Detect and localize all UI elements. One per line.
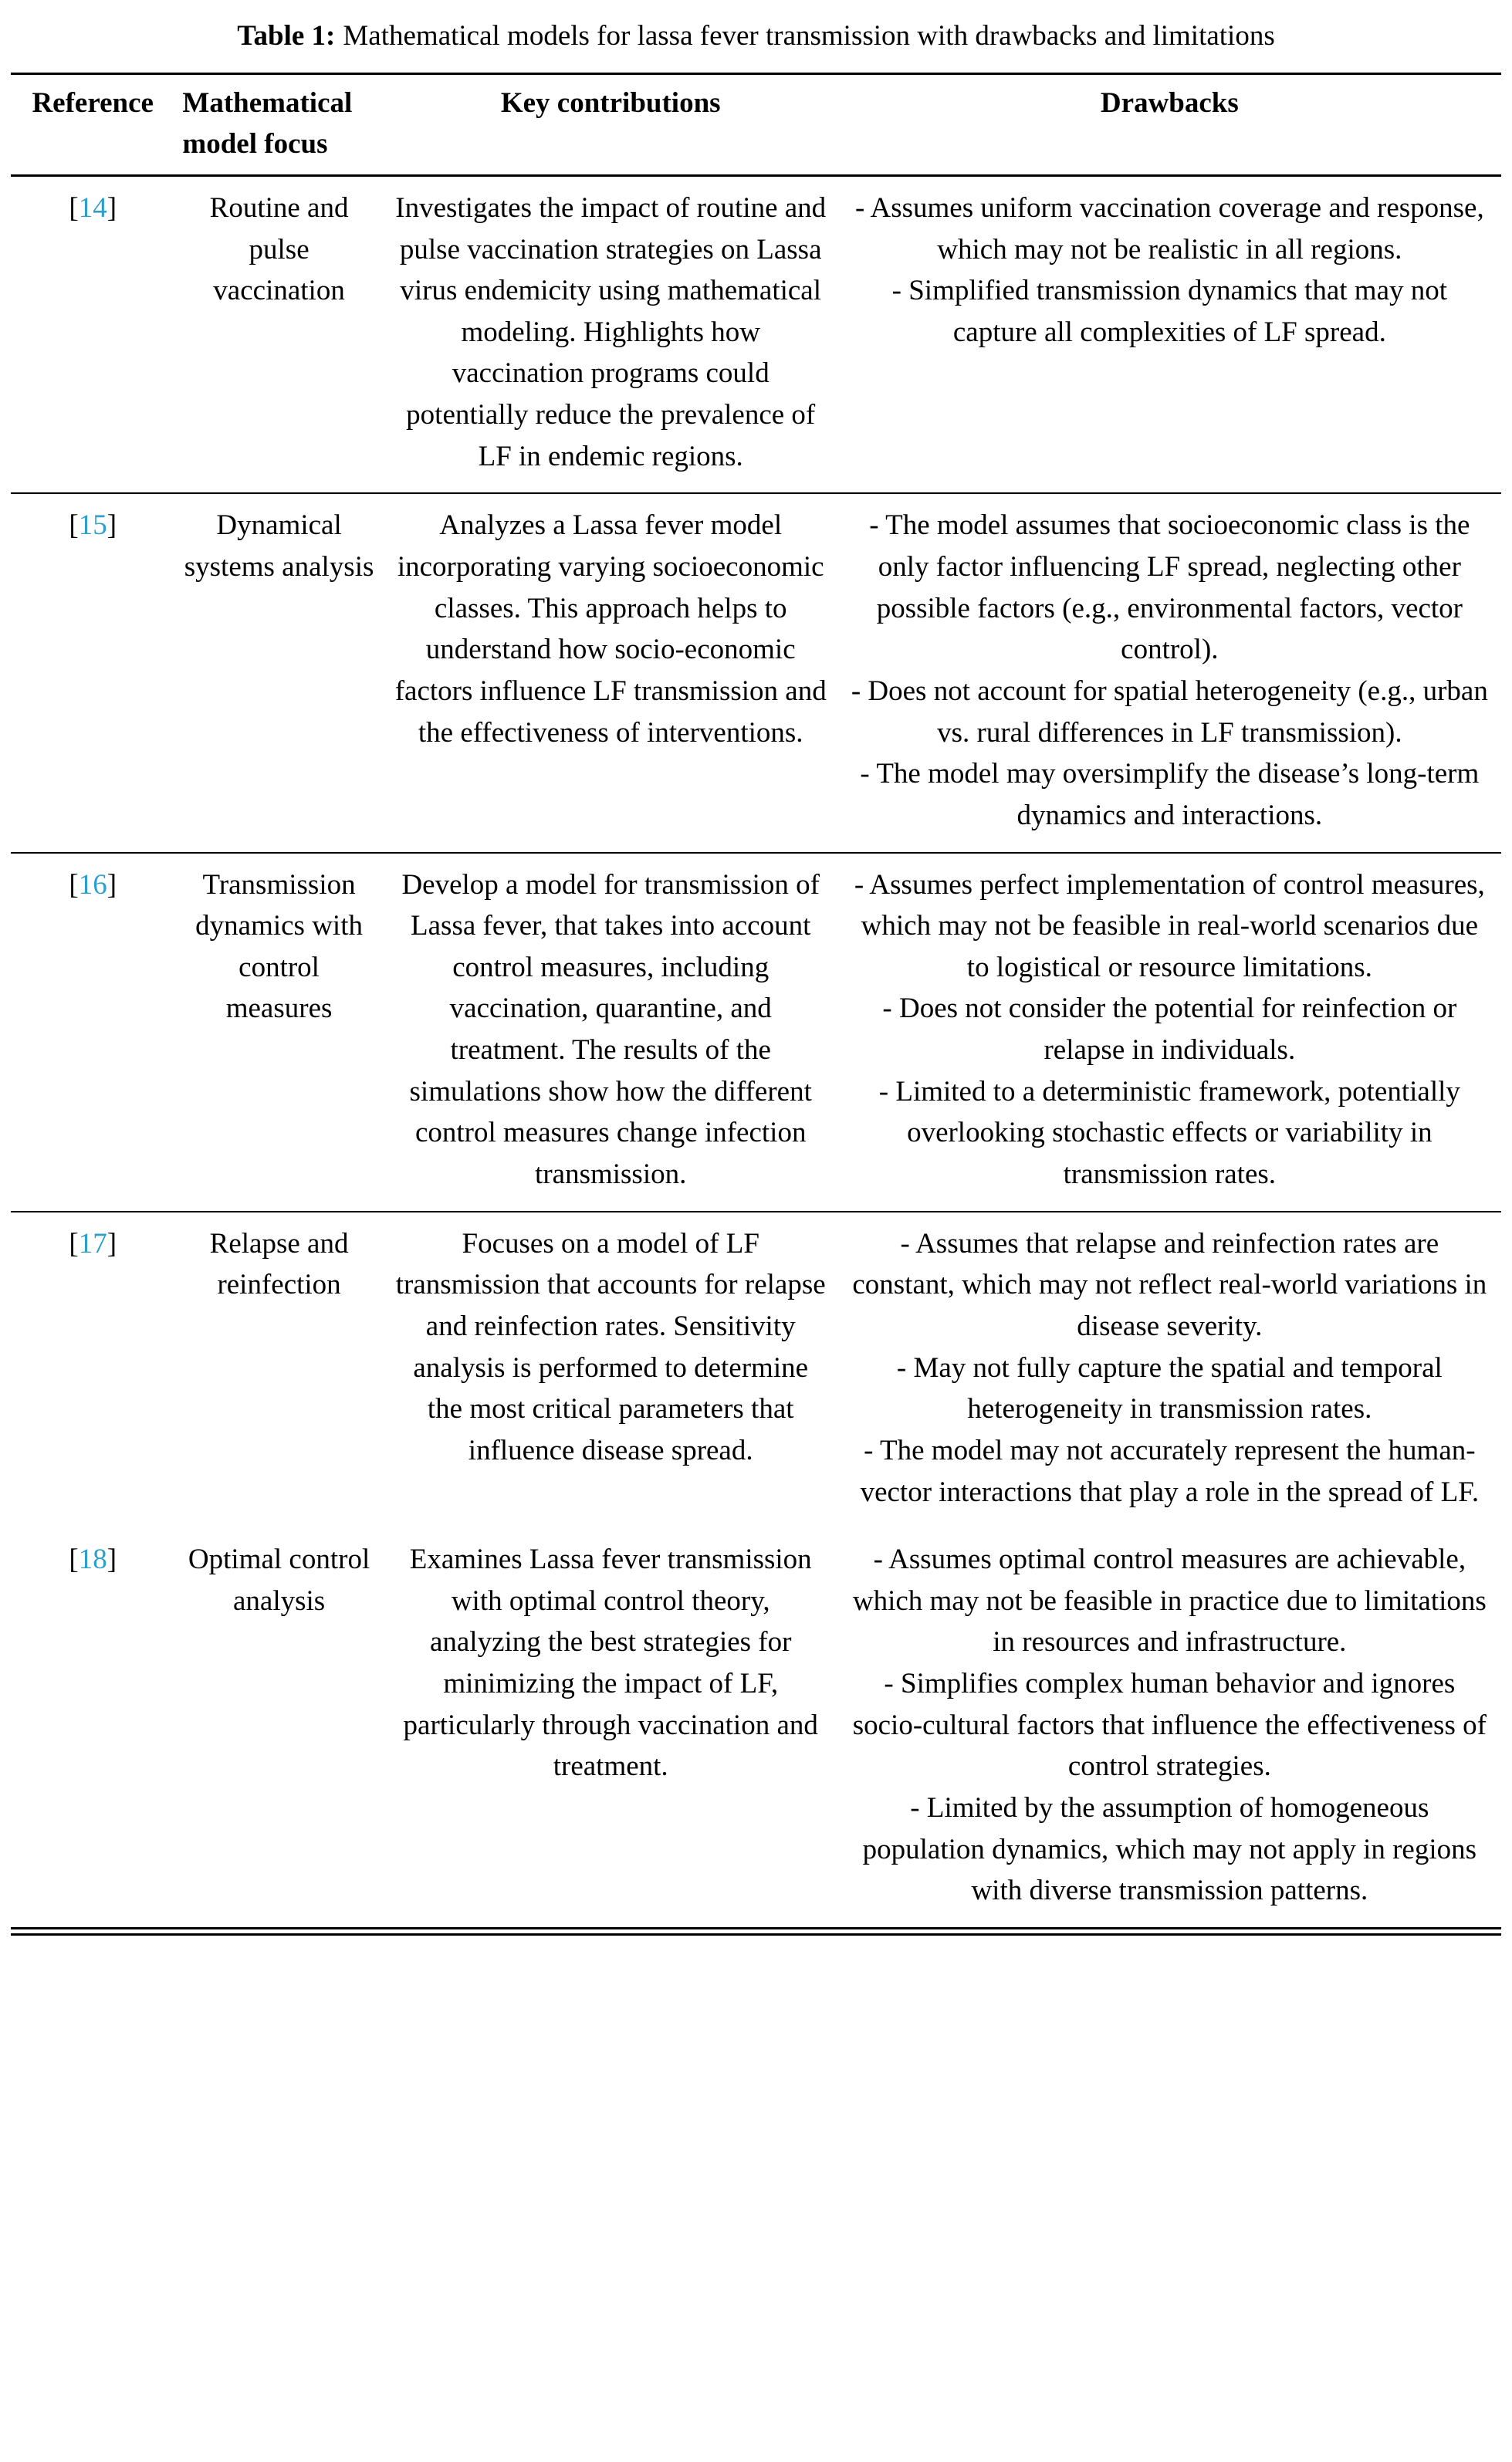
drawback-item: - Assumes that relapse and reinfection rates are constant, which may not reflect real-world variations in disease severity. xyxy=(852,1227,1487,1342)
drawbacks-cell xyxy=(838,175,1501,493)
citation-link[interactable]: 14 xyxy=(78,191,107,224)
table-row xyxy=(11,853,1501,1212)
col-header-key-contributions: Key contributions xyxy=(384,73,838,175)
key-contributions-cell: Develop a model for transmission of Lassa fever, that takes into account control measures, including vaccination, quarantine, and treatment. The results of the simulations show how the different control measures change infection transmission. xyxy=(384,853,838,1212)
table-caption xyxy=(34,15,1478,57)
reference-cell xyxy=(11,175,174,493)
key-contributions-cell: Examines Lassa fever transmission with optimal control theory, analyzing the best strategies for minimizing the impact of LF, particularly through vaccination and treatment. xyxy=(384,1528,838,1928)
citation-bracket-close: ] xyxy=(107,868,117,901)
model-focus-cell: Dynamical systems analysis xyxy=(174,493,383,852)
reference-cell xyxy=(11,1212,174,1528)
citation-bracket-open: [ xyxy=(69,868,79,901)
drawback-item: - The model may oversimplify the disease’s long-term dynamics and interactions. xyxy=(860,758,1480,831)
citation-bracket-close: ] xyxy=(107,1544,117,1576)
key-contributions-cell: Investigates the impact of routine and pulse vaccination strategies on Lassa virus endemicity using mathematical modeling. Highlights how vaccination programs could potentially reduce the prevalence of LF in endemic regions. xyxy=(395,191,827,472)
reference-cell xyxy=(11,853,174,1212)
drawback-item: - Assumes uniform vaccination coverage and response, which may not be realistic in all regions. xyxy=(854,191,1484,265)
header-row xyxy=(11,73,1501,175)
table-row xyxy=(11,493,1501,852)
citation-bracket-open: [ xyxy=(69,509,79,542)
drawback-item: - Assumes perfect implementation of control measures, which may not be feasible in real-world scenarios due to logistical or resource limitations. xyxy=(854,868,1485,983)
drawback-item: - Does not account for spatial heterogeneity (e.g., urban vs. rural differences in LF transmission). xyxy=(851,675,1488,749)
reference-cell xyxy=(11,1528,174,1928)
drawback-item: - The model may not accurately represent the human-vector interactions that play a role in the spread of LF. xyxy=(860,1434,1480,1508)
citation-bracket-open: [ xyxy=(69,1544,79,1576)
citation-bracket-open: [ xyxy=(69,191,79,224)
citation-bracket-close: ] xyxy=(107,509,117,542)
model-focus-cell: Relapse and reinfection xyxy=(174,1212,383,1528)
citation-bracket-close: ] xyxy=(107,1227,117,1260)
table-row xyxy=(11,1528,1501,1928)
col-header-reference: Reference xyxy=(11,73,174,175)
drawback-item: - Limited by the assumption of homogeneous population dynamics, which may not apply in regions with diverse transmission patterns. xyxy=(862,1791,1477,1907)
table-row xyxy=(11,1212,1501,1528)
table-row xyxy=(11,175,1501,493)
models-table xyxy=(11,73,1501,1929)
table-bottom-rule xyxy=(11,1929,1501,1936)
citation-link[interactable]: 15 xyxy=(78,509,107,542)
key-contributions-cell: Focuses on a model of LF transmission that accounts for relapse and reinfection rates. Sensitivity analysis is performed to determine the most critical parameters that influence disease spread. xyxy=(384,1212,838,1528)
drawbacks-cell xyxy=(838,853,1501,1212)
citation-link[interactable]: 17 xyxy=(78,1227,107,1260)
drawback-item: - May not fully capture the spatial and temporal heterogeneity in transmission rates. xyxy=(896,1351,1443,1425)
reference-cell xyxy=(11,493,174,852)
citation-link[interactable]: 16 xyxy=(78,868,107,901)
table-caption-label: Table 1: xyxy=(237,20,336,52)
citation-link[interactable]: 18 xyxy=(78,1544,107,1576)
table-caption-text: Mathematical models for lassa fever transmission with drawbacks and limitations xyxy=(343,20,1275,52)
drawback-item: - Does not consider the potential for reinfection or relapse in individuals. xyxy=(882,993,1457,1067)
col-header-drawbacks: Drawbacks xyxy=(838,73,1501,175)
drawbacks-cell xyxy=(838,1212,1501,1528)
model-focus-cell: Optimal control analysis xyxy=(174,1528,383,1928)
model-focus-cell: Routine and pulse vaccination xyxy=(209,191,349,307)
key-contributions-cell: Analyzes a Lassa fever model incorporating varying socioeconomic classes. This approach helps to understand how socio-economic factors influence LF transmission and the effectiveness of interventions. xyxy=(384,493,838,852)
citation-bracket-close: ] xyxy=(107,191,117,224)
col-header-model-focus: Mathematical model focus xyxy=(174,73,383,175)
drawback-item: - Simplifies complex human behavior and ignores socio-cultural factors that influence the effectiveness of control strategies. xyxy=(852,1668,1487,1783)
citation-bracket-open: [ xyxy=(69,1227,79,1260)
drawback-item: - Limited to a deterministic framework, potentially overlooking stochastic effects or variability in transmission rates. xyxy=(878,1075,1460,1191)
drawback-item: - The model assumes that socioeconomic class is the only factor influencing LF spread, neglecting other possible factors (e.g., environmental factors, vector control). xyxy=(869,509,1470,666)
drawback-item: - Assumes optimal control measures are achievable, which may not be feasible in practice due to limitations in resources and infrastructure. xyxy=(852,1544,1487,1659)
drawbacks-cell xyxy=(838,1528,1501,1928)
model-focus-cell: Transmission dynamics with control measures xyxy=(174,853,383,1212)
drawback-item: - Simplified transmission dynamics that may not capture all complexities of LF spread. xyxy=(891,275,1448,348)
drawbacks-cell xyxy=(838,493,1501,852)
table-wrap xyxy=(11,73,1501,1936)
